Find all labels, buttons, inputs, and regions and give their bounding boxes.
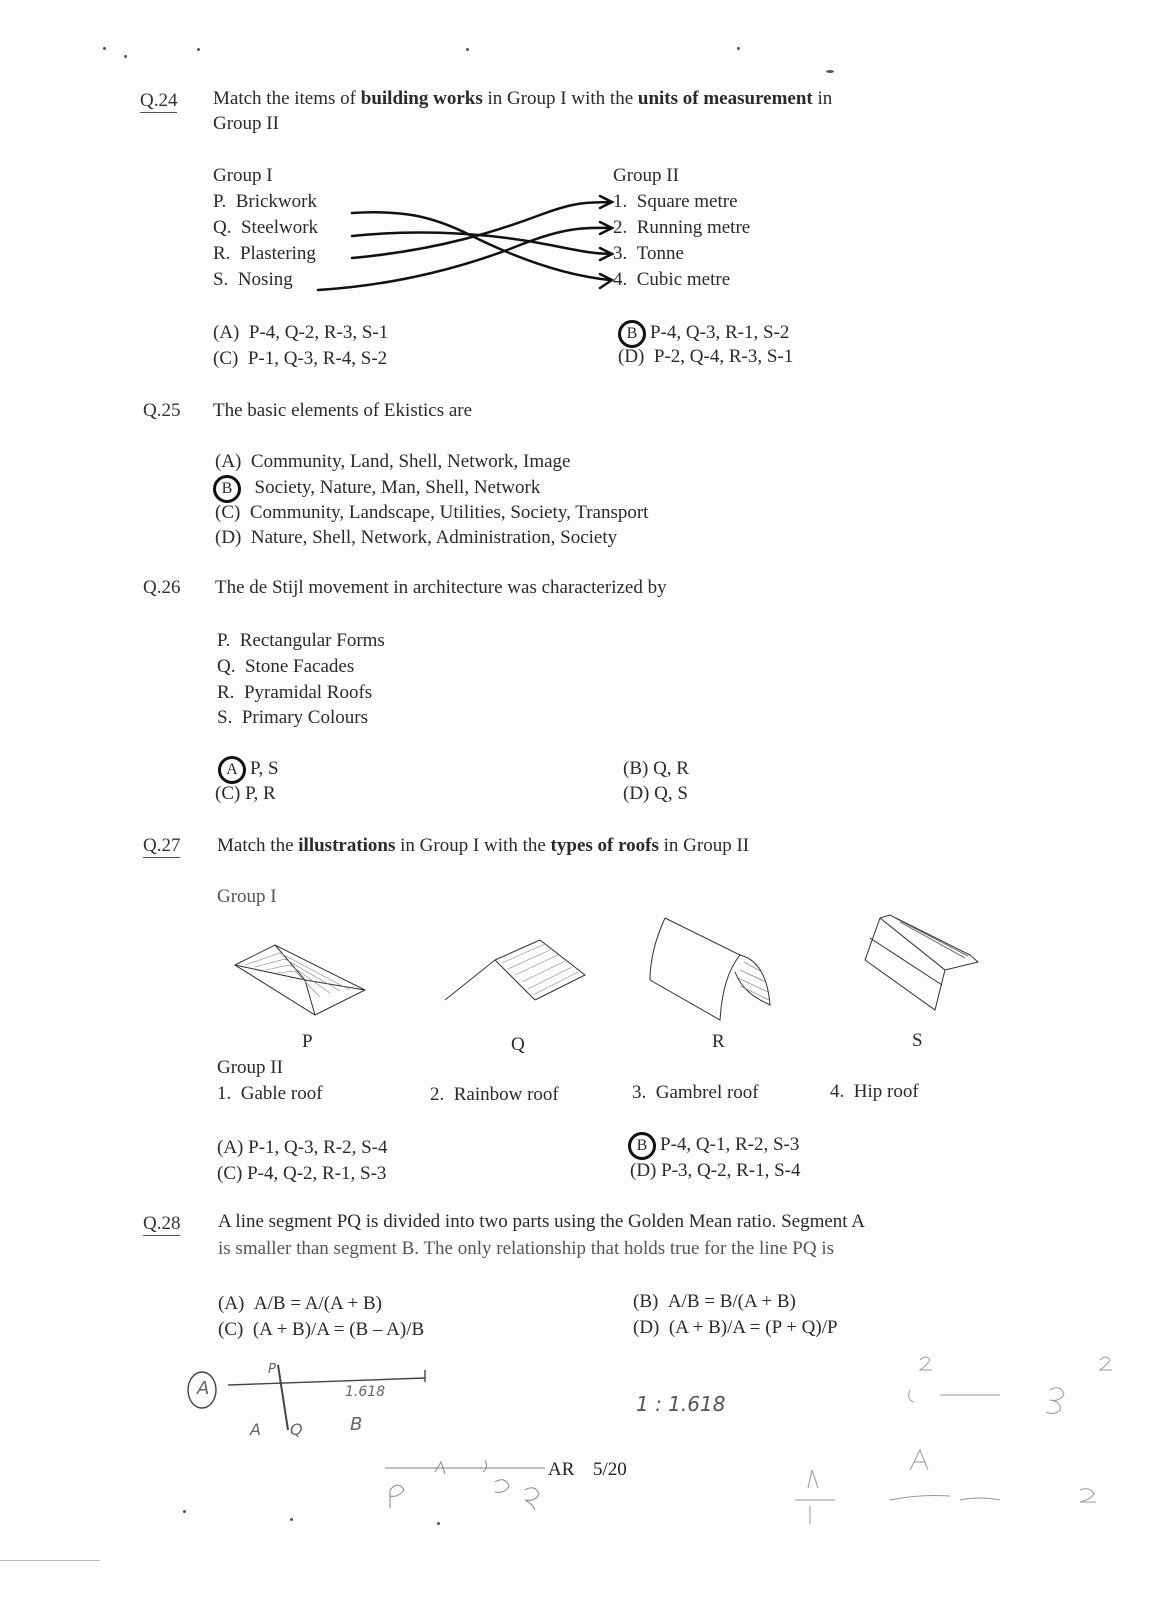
group2-item: 4. Hip roof: [830, 1081, 919, 1102]
option-a[interactable]: (A) P-4, Q-2, R-3, S-1: [213, 322, 389, 343]
option-d[interactable]: (D) Q, S: [623, 783, 688, 804]
option-c[interactable]: (C) P-4, Q-2, R-1, S-3: [217, 1163, 387, 1184]
handwritten-point-q: Q: [290, 1420, 303, 1439]
text-bold: building works: [360, 88, 483, 109]
group2-item: 1. Square metre: [613, 191, 738, 212]
group2-item: 3. Gambrel roof: [632, 1082, 759, 1103]
footer-page-number: 5/20: [593, 1459, 627, 1480]
pencil-fraction-icon: [790, 1470, 850, 1530]
option-b-selected[interactable]: B Society, Nature, Man, Shell, Network: [213, 475, 540, 503]
figure-label-r: R: [712, 1031, 725, 1052]
circled-answer-icon: B: [618, 320, 646, 348]
figure-label-q: Q: [511, 1034, 525, 1055]
circled-answer-icon: B: [628, 1132, 656, 1160]
handwritten-ratio: 1.618: [345, 1384, 386, 1400]
option-d[interactable]: (D) P-3, Q-2, R-1, S-4: [630, 1160, 801, 1181]
option-a[interactable]: (A) Community, Land, Shell, Network, Image: [215, 451, 571, 472]
option-b[interactable]: (B) Q, R: [623, 758, 689, 779]
question-number: Q.24: [140, 90, 178, 111]
circled-answer-icon: B: [213, 475, 241, 503]
group1-title: Group I: [217, 886, 277, 907]
option-a[interactable]: (A) A/B = A/(A + B): [218, 1293, 382, 1314]
option-a[interactable]: (A) P-1, Q-3, R-2, S-4: [217, 1137, 388, 1158]
question-number: Q.28: [143, 1213, 181, 1234]
question-number: Q.26: [143, 577, 181, 598]
group2-item: 1. Gable roof: [217, 1083, 323, 1104]
group2-item: 2. Running metre: [613, 217, 751, 238]
group2-item: 4. Cubic metre: [613, 269, 731, 290]
group1-item: P. Brickwork: [213, 191, 317, 212]
group1-title: Group I: [213, 165, 273, 186]
handwritten-ratio-note: 1 : 1.618: [636, 1392, 726, 1416]
option-c[interactable]: (C) Community, Landscape, Utilities, Society, Transport: [215, 502, 649, 523]
option-b-selected[interactable]: B P-4, Q-1, R-2, S-3: [628, 1132, 799, 1160]
group2-title: Group II: [613, 165, 679, 186]
hand-drawn-match-arrows-icon: [0, 0, 1163, 320]
pencil-scribbles-icon: [880, 1350, 1140, 1550]
option-d[interactable]: (D) Nature, Shell, Network, Administration, Society: [215, 527, 618, 548]
circled-answer-icon: A: [218, 756, 246, 784]
statement-item: P. Rectangular Forms: [217, 630, 385, 651]
group2-item: 3. Tonne: [613, 243, 684, 264]
group1-item: S. Nosing: [213, 269, 293, 290]
text-part: Match the items of: [213, 88, 361, 109]
pencil-footer-scribble-icon: [385, 1460, 555, 1520]
question-text: Match the illustrations in Group I with the types of roofs in Group II: [217, 835, 750, 856]
question-number: Q.27: [143, 835, 181, 856]
handwritten-sketch-icon: [180, 1360, 440, 1440]
option-d[interactable]: (D) (A + B)/A = (P + Q)/P: [633, 1317, 838, 1338]
question-text: The basic elements of Ekistics are: [213, 400, 473, 421]
handwritten-seg-a: A: [250, 1420, 261, 1439]
handwritten-seg-b: B: [350, 1414, 363, 1435]
figure-label-s: S: [912, 1030, 923, 1051]
question-number: Q.25: [143, 400, 181, 421]
scan-edge-line: [0, 1560, 100, 1561]
footer-code: AR: [548, 1459, 575, 1480]
statement-item: R. Pyramidal Roofs: [217, 682, 373, 703]
option-c[interactable]: (C) P, R: [215, 783, 276, 804]
group2-title: Group II: [217, 1057, 283, 1078]
option-c[interactable]: (C) P-1, Q-3, R-4, S-2: [213, 348, 388, 369]
figure-label-p: P: [302, 1031, 313, 1052]
question-text-line2: is smaller than segment B. The only relationship that holds true for the line PQ is: [218, 1238, 834, 1259]
option-b-selected[interactable]: B P-4, Q-3, R-1, S-2: [618, 320, 789, 348]
handwritten-answer-mark: A: [197, 1378, 210, 1399]
text-part: in Group I with the: [482, 88, 638, 109]
question-text-line2: Group II: [213, 113, 279, 134]
group1-item: R. Plastering: [213, 243, 316, 264]
text-bold: units of measurement: [637, 88, 813, 109]
question-text-line1: A line segment PQ is divided into two parts using the Golden Mean ratio. Segment A: [218, 1211, 865, 1232]
gambrel-roof-illustration-icon: [850, 910, 990, 1020]
option-b[interactable]: (B) A/B = B/(A + B): [633, 1291, 796, 1312]
statement-item: Q. Stone Facades: [217, 656, 355, 677]
statement-item: S. Primary Colours: [217, 707, 368, 728]
option-a-selected[interactable]: A P, S: [218, 756, 279, 784]
question-text: The de Stijl movement in architecture was characterized by: [215, 577, 667, 598]
rainbow-roof-illustration-icon: [640, 910, 780, 1030]
gable-roof-illustration-icon: [440, 935, 600, 1015]
group2-item: 2. Rainbow roof: [430, 1084, 559, 1105]
option-c[interactable]: (C) (A + B)/A = (B – A)/B: [218, 1319, 425, 1340]
group1-item: Q. Steelwork: [213, 217, 319, 238]
handwritten-point-p: P: [268, 1362, 276, 1377]
text-part: in: [812, 88, 833, 109]
hip-roof-illustration-icon: [225, 935, 375, 1025]
option-d[interactable]: (D) P-2, Q-4, R-3, S-1: [618, 346, 794, 367]
